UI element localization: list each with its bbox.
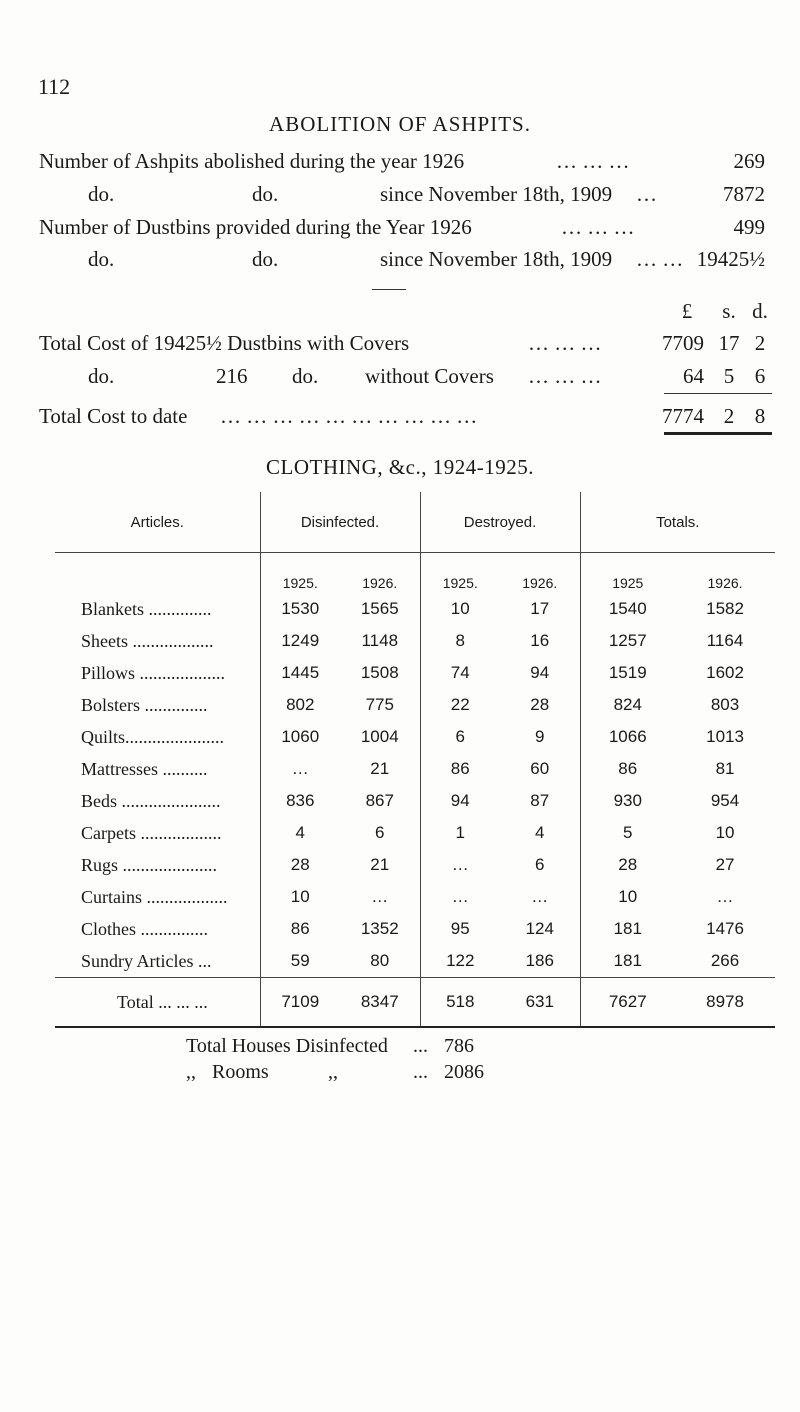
cell-value: 181	[580, 945, 675, 978]
cost-total-label: Total Cost to date	[39, 404, 188, 428]
cell-value: 21	[370, 855, 390, 874]
cell-value: …	[260, 753, 340, 785]
ashpits-line-4-ditto-1: do.	[88, 247, 115, 271]
cell-value: 1565	[360, 599, 399, 618]
cell-value: 1352	[360, 919, 399, 938]
cell-value: …	[420, 881, 500, 913]
ashpits-line-3-value: 499	[733, 215, 765, 239]
currency-head-pence: d.	[752, 299, 768, 323]
cell-value: 1013	[706, 727, 744, 746]
cell-value: 122	[420, 945, 500, 978]
cell-value: 81	[715, 759, 735, 778]
cell-value: 1257	[580, 625, 675, 657]
cell-value: 21	[370, 759, 390, 778]
cell-value: 1530	[260, 593, 340, 625]
ashpits-line-1-label: Number of Ashpits abolished during the year 1926	[39, 149, 465, 173]
article-label: Curtains ..................	[81, 886, 228, 907]
ashpits-line-2-ditto-2: do.	[252, 182, 279, 206]
cell-value: 867	[365, 791, 394, 810]
footer-houses-label: Total Houses Disinfected	[186, 1035, 388, 1057]
table-row	[55, 817, 775, 849]
article-label: Clothes ...............	[81, 918, 209, 939]
cost-row-without-ditto-1: do.	[88, 364, 115, 388]
article-label: Pillows ...................	[81, 662, 226, 683]
cost-row-without-label: without Covers	[365, 364, 494, 388]
total-value: 7627	[580, 978, 675, 1028]
table-row	[55, 785, 775, 817]
cell-value: 6	[375, 823, 385, 842]
year-destroyed-1925: 1925.	[420, 553, 500, 594]
page-number: 112	[38, 74, 71, 99]
year-destroyed-1926: 1926.	[522, 575, 558, 591]
cell-value: 1540	[580, 593, 675, 625]
footer-houses-value: 786	[444, 1035, 474, 1057]
footer-houses-dots: ...	[413, 1035, 428, 1057]
total-value: 8978	[675, 978, 775, 1028]
cell-value: 1445	[260, 657, 340, 689]
cell-value: 8	[420, 625, 500, 657]
cell-value: 266	[710, 951, 740, 970]
header-articles: Articles.	[55, 492, 260, 553]
ashpits-line-2-dots: …	[636, 182, 657, 206]
cell-value: 181	[580, 913, 675, 945]
cost-row-without-pounds: 64	[683, 364, 704, 388]
currency-head-pounds: £	[681, 299, 693, 323]
ashpits-line-2-value: 7872	[723, 182, 765, 206]
cell-value: 80	[370, 951, 390, 970]
footer-rooms-dots: ...	[413, 1061, 428, 1083]
article-label: Rugs .....................	[81, 854, 218, 875]
cell-value: 95	[420, 913, 500, 945]
cell-value: 86	[260, 913, 340, 945]
cell-value: …	[531, 887, 549, 906]
cell-value: 4	[535, 823, 545, 842]
table-row	[55, 881, 775, 913]
table-row	[55, 721, 775, 753]
cell-value: 1476	[706, 919, 744, 938]
clothing-total-row	[55, 978, 775, 1028]
footer-rooms-label: Rooms	[212, 1061, 269, 1083]
cost-total-shillings: 2	[723, 404, 735, 428]
article-label: Beds ......................	[81, 790, 221, 811]
footer-rooms-value: 2086	[444, 1061, 484, 1083]
cell-value: 186	[525, 951, 554, 970]
article-label: Quilts......................	[81, 726, 225, 747]
total-value: 631	[500, 978, 580, 1028]
ashpits-title: ABOLITION OF ASHPITS.	[269, 112, 531, 136]
table-row	[55, 689, 775, 721]
header-totals: Totals.	[580, 492, 775, 553]
year-blank	[55, 553, 260, 594]
total-label: Total ... ... ...	[55, 978, 260, 1028]
cell-value: 6	[535, 855, 545, 874]
cell-value: 10	[580, 881, 675, 913]
cell-value: 824	[580, 689, 675, 721]
cost-row-covers-shillings: 17	[718, 331, 740, 355]
cost-row-covers-pounds: 7709	[662, 331, 704, 355]
cost-row-without-pence: 6	[754, 364, 766, 388]
ashpits-line-4-dots: … …	[636, 247, 684, 271]
cost-row-covers-label: Total Cost of 19425½ Dustbins with Covers	[39, 331, 410, 355]
currency-head-shillings: s.	[722, 299, 736, 323]
cell-value: …	[420, 849, 500, 881]
cell-value: …	[371, 887, 389, 906]
separator-dash	[372, 289, 406, 290]
cell-value: 1249	[260, 625, 340, 657]
table-row	[55, 913, 775, 945]
cell-value: 86	[420, 753, 500, 785]
cell-value: 94	[530, 663, 550, 682]
cell-value: 94	[420, 785, 500, 817]
cell-value: 836	[260, 785, 340, 817]
cell-value: 1602	[706, 663, 744, 682]
cell-value: 1164	[706, 631, 744, 650]
cost-total-pounds: 7774	[662, 404, 704, 428]
header-disinfected: Disinfected.	[260, 492, 420, 553]
cost-row-without-dots: … … …	[528, 364, 602, 388]
cell-value: 10	[715, 823, 735, 842]
cost-total-rule	[664, 432, 772, 435]
table-row	[55, 753, 775, 785]
cell-value: 124	[525, 919, 554, 938]
footer-rooms-ditto-1: ,,	[186, 1061, 196, 1083]
ashpits-line-1-dots: … … …	[556, 149, 630, 173]
cell-value: 10	[260, 881, 340, 913]
clothing-title: CLOTHING, &c., 1924-1925.	[266, 455, 534, 479]
year-totals-1926: 1926.	[707, 575, 743, 591]
cell-value: 1060	[260, 721, 340, 753]
table-row	[55, 945, 775, 978]
cost-row-without-shillings: 5	[723, 364, 735, 388]
cell-value: …	[716, 887, 734, 906]
total-value: 8347	[340, 978, 420, 1028]
cost-row-without-count: 216	[216, 364, 248, 388]
article-label: Mattresses ..........	[81, 758, 208, 779]
ashpits-line-4-ditto-2: do.	[252, 247, 279, 271]
cell-value: 86	[580, 753, 675, 785]
cell-value: 1	[420, 817, 500, 849]
cell-value: 10	[420, 593, 500, 625]
cell-value: 1148	[361, 631, 399, 650]
cell-value: 60	[530, 759, 550, 778]
table-row	[55, 849, 775, 881]
cell-value: 4	[260, 817, 340, 849]
cost-total-dots: … … … … … … … … … …	[220, 404, 478, 428]
footer-rooms-ditto-2: ,,	[328, 1061, 338, 1083]
cell-value: 87	[530, 791, 550, 810]
article-label: Carpets ..................	[81, 822, 222, 843]
clothing-table	[55, 492, 775, 1028]
cell-value: 954	[710, 791, 740, 810]
cell-value: 930	[580, 785, 675, 817]
cell-value: 1066	[580, 721, 675, 753]
cell-value: 1508	[360, 663, 399, 682]
cell-value: 16	[530, 631, 550, 650]
ashpits-line-2-ditto-1: do.	[88, 182, 115, 206]
cost-subtotal-rule	[664, 393, 772, 394]
cell-value: 5	[580, 817, 675, 849]
year-totals-1925: 1925	[580, 553, 675, 594]
year-disinfected-1925: 1925.	[260, 553, 340, 594]
article-label: Blankets ..............	[81, 598, 212, 619]
article-label: Sundry Articles ...	[81, 950, 212, 971]
cell-value: 22	[420, 689, 500, 721]
year-disinfected-1926: 1926.	[362, 575, 398, 591]
ashpits-line-3-dots: … … …	[561, 215, 635, 239]
cell-value: 802	[260, 689, 340, 721]
cell-value: 1004	[360, 727, 399, 746]
cell-value: 9	[535, 727, 545, 746]
cell-value: 28	[530, 695, 550, 714]
cell-value: 28	[260, 849, 340, 881]
ashpits-line-4-label: since November 18th, 1909	[380, 247, 613, 271]
clothing-header-row	[55, 492, 775, 553]
header-destroyed: Destroyed.	[420, 492, 580, 553]
ashpits-line-3-label: Number of Dustbins provided during the Year 1926	[39, 215, 472, 239]
table-row	[55, 625, 775, 657]
cell-value: 59	[260, 945, 340, 978]
cost-total-pence: 8	[754, 404, 766, 428]
cell-value: 28	[580, 849, 675, 881]
cell-value: 27	[715, 855, 735, 874]
year-row	[55, 553, 775, 594]
table-row	[55, 593, 775, 625]
cell-value: 1519	[580, 657, 675, 689]
total-value: 518	[420, 978, 500, 1028]
cell-value: 803	[710, 695, 740, 714]
article-label: Sheets ..................	[81, 630, 214, 651]
cell-value: 775	[365, 695, 394, 714]
ashpits-line-1-value: 269	[733, 149, 765, 173]
ashpits-line-4-value: 19425½	[696, 247, 765, 271]
ashpits-line-2-label: since November 18th, 1909	[380, 182, 613, 206]
total-value: 7109	[260, 978, 340, 1028]
cost-row-covers-dots: … … …	[528, 331, 602, 355]
article-label: Bolsters ..............	[81, 694, 208, 715]
cost-row-covers-pence: 2	[754, 331, 766, 355]
cell-value: 6	[420, 721, 500, 753]
cell-value: 74	[420, 657, 500, 689]
cell-value: 17	[530, 599, 550, 618]
cost-row-without-ditto-2: do.	[292, 364, 319, 388]
cell-value: 1582	[706, 599, 744, 618]
table-row	[55, 657, 775, 689]
